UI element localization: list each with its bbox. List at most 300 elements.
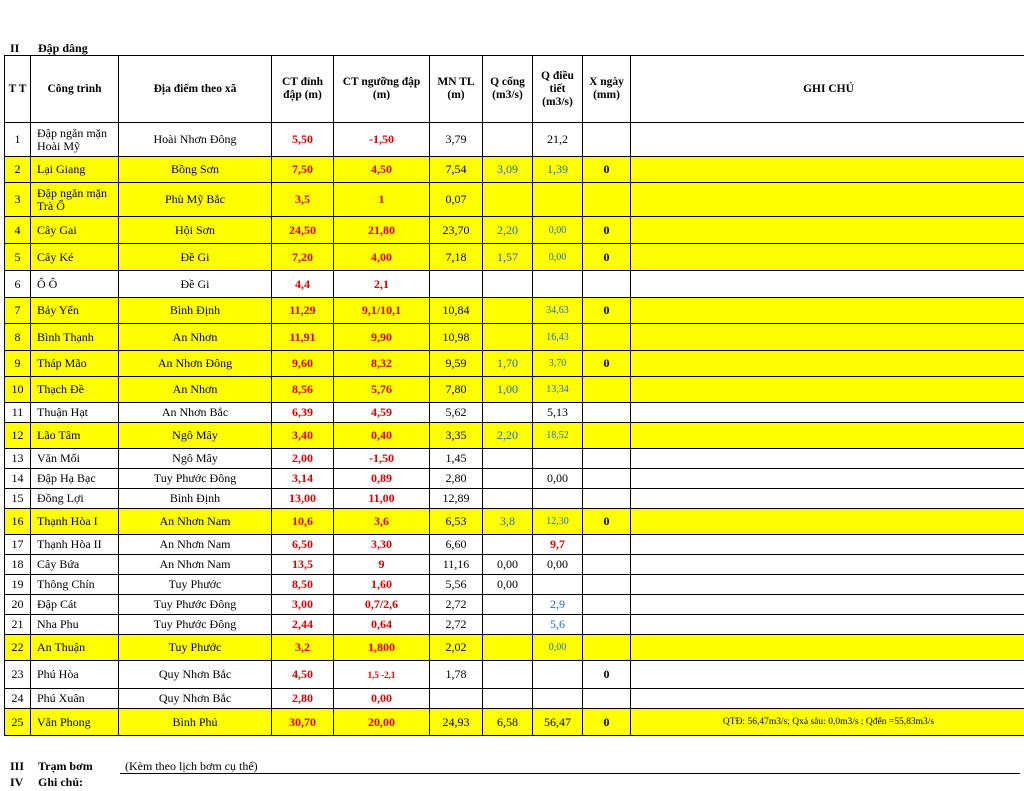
cell-ghi-chu	[631, 449, 1024, 469]
cell-dia-diem: Bình Phú	[119, 709, 272, 736]
header-q-cong-label: Q cống	[490, 76, 525, 88]
cell-dia-diem: Đề Gi	[119, 244, 272, 271]
cell-x	[583, 403, 631, 423]
cell-x	[583, 123, 631, 157]
cell-mn: 7,80	[430, 377, 483, 403]
cell-cong-trinh: Đập Cát	[31, 595, 119, 615]
cell-ghi-chu	[631, 244, 1024, 271]
cell-ct-nguong: 5,76	[334, 377, 430, 403]
header-x: X ngày (mm)	[583, 56, 631, 123]
cell-ghi-chu	[631, 615, 1024, 635]
header-q-dieu-label: Q điều tiết	[541, 69, 574, 95]
cell-q-dieu	[533, 449, 583, 469]
cell-mn: 9,59	[430, 351, 483, 377]
cell-tt: 4	[5, 217, 31, 244]
cell-q-cong	[483, 489, 533, 509]
cell-mn: 3,79	[430, 123, 483, 157]
cell-q-cong	[483, 271, 533, 298]
table-row	[5, 183, 1024, 217]
cell-dia-diem: An Nhơn	[119, 377, 272, 403]
cell-ct-nguong: 4,59	[334, 403, 430, 423]
cell-tt: 19	[5, 575, 31, 595]
cell-cong-trinh: Đập Hạ Bạc	[31, 469, 119, 489]
table-header-row	[5, 56, 1024, 123]
cell-ghi-chu	[631, 423, 1024, 449]
cell-cong-trinh: Cây Bứa	[31, 555, 119, 575]
section-4-number: IV	[10, 775, 24, 789]
cell-ct-dinh: 3,40	[272, 423, 334, 449]
cell-cong-trinh: Thạnh Hòa I	[31, 509, 119, 535]
cell-dia-diem: An Nhơn	[119, 324, 272, 351]
cell-ghi-chu	[631, 661, 1024, 689]
table-row	[5, 635, 1024, 661]
cell-ct-dinh: 2,44	[272, 615, 334, 635]
cell-x	[583, 575, 631, 595]
cell-tt: 11	[5, 403, 31, 423]
cell-ghi-chu: QTĐ: 56,47m3/s; Qxả sâu: 0,0m3/s ; Qđến =55,83m3/s	[631, 709, 1024, 736]
cell-tt: 23	[5, 661, 31, 689]
cell-ct-nguong: 1	[334, 183, 430, 217]
cell-q-cong	[483, 123, 533, 157]
cell-x	[583, 689, 631, 709]
cell-mn	[430, 271, 483, 298]
cell-x: 0	[583, 351, 631, 377]
cell-x	[583, 615, 631, 635]
cell-mn: 2,72	[430, 595, 483, 615]
cell-cong-trinh: Phú Hòa	[31, 661, 119, 689]
table-row	[5, 377, 1024, 403]
cell-cong-trinh: Thuận Hạt	[31, 403, 119, 423]
cell-ghi-chu	[631, 298, 1024, 324]
cell-tt: 14	[5, 469, 31, 489]
cell-ct-dinh: 7,50	[272, 157, 334, 183]
cell-ct-dinh: 2,00	[272, 449, 334, 469]
cell-x	[583, 595, 631, 615]
cell-ct-nguong: 0,7/2,6	[334, 595, 430, 615]
cell-ct-nguong: 8,32	[334, 351, 430, 377]
table-row	[5, 449, 1024, 469]
cell-ct-nguong: 3,6	[334, 509, 430, 535]
cell-ghi-chu	[631, 595, 1024, 615]
cell-dia-diem: An Nhơn Nam	[119, 535, 272, 555]
cell-mn: 12,89	[430, 489, 483, 509]
cell-q-dieu	[533, 661, 583, 689]
cell-q-cong: 2,20	[483, 423, 533, 449]
cell-cong-trinh: Thạnh Hòa II	[31, 535, 119, 555]
section-2-number: II	[10, 41, 20, 55]
table-row	[5, 271, 1024, 298]
section-3-title: Trạm bơm	[38, 759, 93, 773]
cell-q-dieu: 12,30	[533, 509, 583, 535]
table-row	[5, 157, 1024, 183]
cell-ghi-chu	[631, 469, 1024, 489]
cell-cong-trinh: Tháp Mão	[31, 351, 119, 377]
cell-ct-dinh: 13,5	[272, 555, 334, 575]
cell-cong-trinh: Phú Xuân	[31, 689, 119, 709]
cell-ct-dinh: 3,2	[272, 635, 334, 661]
cell-dia-diem: Tuy Phước Đông	[119, 469, 272, 489]
cell-tt: 18	[5, 555, 31, 575]
cell-ghi-chu	[631, 535, 1024, 555]
cell-q-cong	[483, 615, 533, 635]
cell-x: 0	[583, 298, 631, 324]
cell-ct-dinh: 3,14	[272, 469, 334, 489]
header-q-cong-unit: (m3/s)	[492, 89, 523, 101]
cell-mn: 10,98	[430, 324, 483, 351]
cell-dia-diem: Hoài Nhơn Đông	[119, 123, 272, 157]
cell-q-dieu	[533, 689, 583, 709]
cell-q-cong	[483, 449, 533, 469]
section-2-title: Đập dâng	[38, 41, 88, 55]
cell-q-cong: 0,00	[483, 575, 533, 595]
cell-q-cong: 3,8	[483, 509, 533, 535]
cell-q-dieu: 0,00	[533, 217, 583, 244]
cell-q-dieu: 0,00	[533, 635, 583, 661]
cell-tt: 13	[5, 449, 31, 469]
header-q-dieu	[533, 56, 583, 123]
cell-q-dieu: 56,47	[533, 709, 583, 736]
cell-cong-trinh: Đập ngăn mặn Trà Ổ	[31, 183, 119, 217]
cell-tt: 15	[5, 489, 31, 509]
cell-tt: 9	[5, 351, 31, 377]
cell-ct-nguong: 9	[334, 555, 430, 575]
cell-ghi-chu	[631, 271, 1024, 298]
table-row	[5, 709, 1024, 736]
cell-x: 0	[583, 244, 631, 271]
cell-ct-dinh: 4,50	[272, 661, 334, 689]
cell-cong-trinh: Lại Giang	[31, 157, 119, 183]
cell-q-cong	[483, 298, 533, 324]
cell-ct-dinh: 3,5	[272, 183, 334, 217]
cell-x	[583, 183, 631, 217]
cell-dia-diem: Bồng Sơn	[119, 157, 272, 183]
cell-q-dieu: 34,63	[533, 298, 583, 324]
cell-ct-nguong: -1,50	[334, 449, 430, 469]
cell-q-dieu: 2,9	[533, 595, 583, 615]
cell-x	[583, 489, 631, 509]
cell-dia-diem: Phù Mỹ Bắc	[119, 183, 272, 217]
cell-q-cong: 6,58	[483, 709, 533, 736]
cell-x	[583, 535, 631, 555]
cell-ghi-chu	[631, 217, 1024, 244]
cell-ct-nguong: 0,89	[334, 469, 430, 489]
cell-mn: 24,93	[430, 709, 483, 736]
header-q-cong	[483, 56, 533, 123]
table-row	[5, 661, 1024, 689]
cell-cong-trinh: Thạch Đề	[31, 377, 119, 403]
cell-x: 0	[583, 661, 631, 689]
cell-x: 0	[583, 157, 631, 183]
cell-x: 0	[583, 217, 631, 244]
cell-mn: 2,72	[430, 615, 483, 635]
cell-cong-trinh: Cây Ké	[31, 244, 119, 271]
header-ct-nguong: CT ngưỡng đập (m)	[334, 56, 430, 123]
cell-cong-trinh: Cây Gai	[31, 217, 119, 244]
cell-x	[583, 423, 631, 449]
section-3-text: (Kèm theo lịch bơm cụ thể)	[125, 759, 258, 773]
cell-tt: 16	[5, 509, 31, 535]
cell-q-dieu	[533, 575, 583, 595]
cell-tt: 22	[5, 635, 31, 661]
cell-q-dieu: 5,13	[533, 403, 583, 423]
cell-ct-dinh: 9,60	[272, 351, 334, 377]
cell-mn: 10,84	[430, 298, 483, 324]
section-3-number: III	[10, 759, 25, 773]
cell-dia-diem: Ngô Mây	[119, 449, 272, 469]
cell-dia-diem: An Nhơn Bắc	[119, 403, 272, 423]
table-row	[5, 509, 1024, 535]
cell-ct-dinh: 30,70	[272, 709, 334, 736]
cell-tt: 6	[5, 271, 31, 298]
cell-q-dieu: 5,6	[533, 615, 583, 635]
cell-q-dieu	[533, 271, 583, 298]
cell-ghi-chu	[631, 351, 1024, 377]
cell-x: 0	[583, 709, 631, 736]
cell-ct-dinh: 24,50	[272, 217, 334, 244]
cell-mn: 7,54	[430, 157, 483, 183]
cell-mn: 2,02	[430, 635, 483, 661]
table-row	[5, 244, 1024, 271]
cell-x	[583, 469, 631, 489]
cell-q-dieu: 0,00	[533, 469, 583, 489]
cell-ct-dinh: 13,00	[272, 489, 334, 509]
cell-q-cong: 1,70	[483, 351, 533, 377]
cell-ghi-chu	[631, 183, 1024, 217]
cell-mn: 11,16	[430, 555, 483, 575]
header-ghi-chu: GHI CHÚ	[631, 56, 1024, 123]
table-row	[5, 217, 1024, 244]
cell-cong-trinh: Văn Phong	[31, 709, 119, 736]
table-row	[5, 489, 1024, 509]
section-3-underline	[120, 773, 1020, 774]
cell-ghi-chu	[631, 403, 1024, 423]
cell-ct-dinh: 6,39	[272, 403, 334, 423]
cell-dia-diem: Tuy Phước	[119, 635, 272, 661]
header-mn: MN TL (m)	[430, 56, 483, 123]
cell-mn: 5,62	[430, 403, 483, 423]
cell-mn: 6,60	[430, 535, 483, 555]
header-dia-diem: Địa điểm theo xã	[119, 56, 272, 123]
cell-ghi-chu	[631, 635, 1024, 661]
cell-ct-dinh: 4,4	[272, 271, 334, 298]
cell-dia-diem: Hội Sơn	[119, 217, 272, 244]
table-body	[5, 123, 1024, 736]
table-row	[5, 324, 1024, 351]
cell-tt: 25	[5, 709, 31, 736]
cell-q-dieu	[533, 183, 583, 217]
cell-mn: 3,35	[430, 423, 483, 449]
cell-q-cong	[483, 661, 533, 689]
section-4-title: Ghi chú:	[38, 775, 84, 789]
cell-mn: 2,80	[430, 469, 483, 489]
cell-q-dieu	[533, 489, 583, 509]
cell-ct-dinh: 11,29	[272, 298, 334, 324]
cell-ct-dinh: 11,91	[272, 324, 334, 351]
table-row	[5, 575, 1024, 595]
cell-ct-nguong: 1,5 -2,1	[334, 661, 430, 689]
cell-tt: 2	[5, 157, 31, 183]
cell-ct-dinh: 6,50	[272, 535, 334, 555]
cell-q-cong	[483, 183, 533, 217]
cell-q-dieu: 18,52	[533, 423, 583, 449]
cell-cong-trinh: An Thuận	[31, 635, 119, 661]
cell-x	[583, 555, 631, 575]
dam-table	[4, 55, 1024, 736]
cell-mn: 1,45	[430, 449, 483, 469]
cell-ct-nguong: 9,1/10,1	[334, 298, 430, 324]
table-row	[5, 555, 1024, 575]
cell-ct-dinh: 8,50	[272, 575, 334, 595]
cell-dia-diem: Đề Gi	[119, 271, 272, 298]
cell-q-cong: 3,09	[483, 157, 533, 183]
cell-tt: 5	[5, 244, 31, 271]
cell-dia-diem: An Nhơn Nam	[119, 555, 272, 575]
cell-q-dieu: 0,00	[533, 555, 583, 575]
table-row	[5, 595, 1024, 615]
cell-ct-dinh: 5,50	[272, 123, 334, 157]
table-row	[5, 615, 1024, 635]
cell-q-dieu: 0,00	[533, 244, 583, 271]
cell-ghi-chu	[631, 509, 1024, 535]
cell-cong-trinh: Nha Phu	[31, 615, 119, 635]
cell-ct-nguong: 9,90	[334, 324, 430, 351]
cell-ct-dinh: 3,00	[272, 595, 334, 615]
cell-ghi-chu	[631, 377, 1024, 403]
cell-q-cong	[483, 324, 533, 351]
cell-ct-dinh: 10,6	[272, 509, 334, 535]
cell-dia-diem: Quy Nhơn Bắc	[119, 661, 272, 689]
cell-dia-diem: Ngô Mây	[119, 423, 272, 449]
cell-q-cong: 1,57	[483, 244, 533, 271]
cell-tt: 21	[5, 615, 31, 635]
table-row	[5, 535, 1024, 555]
cell-mn: 1,78	[430, 661, 483, 689]
cell-q-cong: 2,20	[483, 217, 533, 244]
cell-q-dieu: 3,70	[533, 351, 583, 377]
cell-mn: 23,70	[430, 217, 483, 244]
cell-dia-diem: Tuy Phước	[119, 575, 272, 595]
cell-cong-trinh: Đập ngăn mặn Hoài Mỹ	[31, 123, 119, 157]
cell-q-cong	[483, 469, 533, 489]
cell-x	[583, 449, 631, 469]
cell-q-cong	[483, 403, 533, 423]
cell-ct-dinh: 7,20	[272, 244, 334, 271]
cell-q-cong	[483, 689, 533, 709]
cell-dia-diem: Quy Nhơn Bắc	[119, 689, 272, 709]
cell-q-cong: 0,00	[483, 555, 533, 575]
cell-dia-diem: An Nhơn Nam	[119, 509, 272, 535]
table-row	[5, 423, 1024, 449]
cell-ghi-chu	[631, 157, 1024, 183]
cell-x: 0	[583, 509, 631, 535]
cell-mn: 7,18	[430, 244, 483, 271]
table-row	[5, 689, 1024, 709]
cell-q-dieu: 21,2	[533, 123, 583, 157]
cell-dia-diem: An Nhơn Đông	[119, 351, 272, 377]
cell-cong-trinh: Bảy Yển	[31, 298, 119, 324]
table-row	[5, 351, 1024, 377]
cell-tt: 20	[5, 595, 31, 615]
cell-dia-diem: Tuy Phước Đông	[119, 615, 272, 635]
cell-q-cong	[483, 595, 533, 615]
cell-q-cong	[483, 635, 533, 661]
cell-cong-trinh: Bình Thạnh	[31, 324, 119, 351]
cell-ghi-chu	[631, 575, 1024, 595]
cell-ghi-chu	[631, 489, 1024, 509]
header-ct-dinh: CT đỉnh đập (m)	[272, 56, 334, 123]
cell-cong-trinh: Thông Chín	[31, 575, 119, 595]
cell-dia-diem: Tuy Phước Đông	[119, 595, 272, 615]
cell-ct-nguong: 4,50	[334, 157, 430, 183]
table-row	[5, 469, 1024, 489]
cell-q-cong	[483, 535, 533, 555]
cell-tt: 12	[5, 423, 31, 449]
cell-mn: 5,56	[430, 575, 483, 595]
cell-q-cong: 1,00	[483, 377, 533, 403]
cell-dia-diem: Bình Định	[119, 489, 272, 509]
cell-dia-diem: Bình Định	[119, 298, 272, 324]
cell-tt: 17	[5, 535, 31, 555]
cell-ct-nguong: 0,40	[334, 423, 430, 449]
cell-ct-nguong: -1,50	[334, 123, 430, 157]
cell-ghi-chu	[631, 689, 1024, 709]
cell-x	[583, 271, 631, 298]
table-row	[5, 403, 1024, 423]
cell-ct-nguong: 4,00	[334, 244, 430, 271]
cell-tt: 3	[5, 183, 31, 217]
cell-tt: 1	[5, 123, 31, 157]
cell-cong-trinh: Lão Tâm	[31, 423, 119, 449]
cell-tt: 10	[5, 377, 31, 403]
cell-ct-nguong: 2,1	[334, 271, 430, 298]
cell-ct-nguong: 0,00	[334, 689, 430, 709]
cell-cong-trinh: Văn Mối	[31, 449, 119, 469]
header-tt: T T	[5, 56, 31, 123]
cell-q-dieu: 16,43	[533, 324, 583, 351]
cell-x	[583, 377, 631, 403]
cell-x	[583, 635, 631, 661]
cell-ct-nguong: 1,800	[334, 635, 430, 661]
cell-ct-dinh: 2,80	[272, 689, 334, 709]
cell-ct-nguong: 20,00	[334, 709, 430, 736]
cell-cong-trinh: Ô Ô	[31, 271, 119, 298]
cell-ct-nguong: 1,60	[334, 575, 430, 595]
cell-q-dieu: 9,7	[533, 535, 583, 555]
cell-x	[583, 324, 631, 351]
cell-ct-dinh: 8,56	[272, 377, 334, 403]
cell-tt: 8	[5, 324, 31, 351]
cell-mn: 6,53	[430, 509, 483, 535]
cell-ct-nguong: 21,80	[334, 217, 430, 244]
cell-ghi-chu	[631, 555, 1024, 575]
cell-ghi-chu	[631, 123, 1024, 157]
header-q-dieu-unit: (m3/s)	[542, 95, 573, 108]
table-row	[5, 123, 1024, 157]
cell-mn	[430, 689, 483, 709]
cell-ct-nguong: 11,00	[334, 489, 430, 509]
cell-ct-nguong: 0,64	[334, 615, 430, 635]
cell-q-dieu: 13,34	[533, 377, 583, 403]
table-row	[5, 298, 1024, 324]
cell-ct-nguong: 3,30	[334, 535, 430, 555]
header-cong-trinh: Công trình	[31, 56, 119, 123]
cell-q-dieu: 1,39	[533, 157, 583, 183]
cell-ghi-chu	[631, 324, 1024, 351]
cell-tt: 7	[5, 298, 31, 324]
cell-tt: 24	[5, 689, 31, 709]
cell-mn: 0,07	[430, 183, 483, 217]
cell-cong-trinh: Đồng Lợi	[31, 489, 119, 509]
